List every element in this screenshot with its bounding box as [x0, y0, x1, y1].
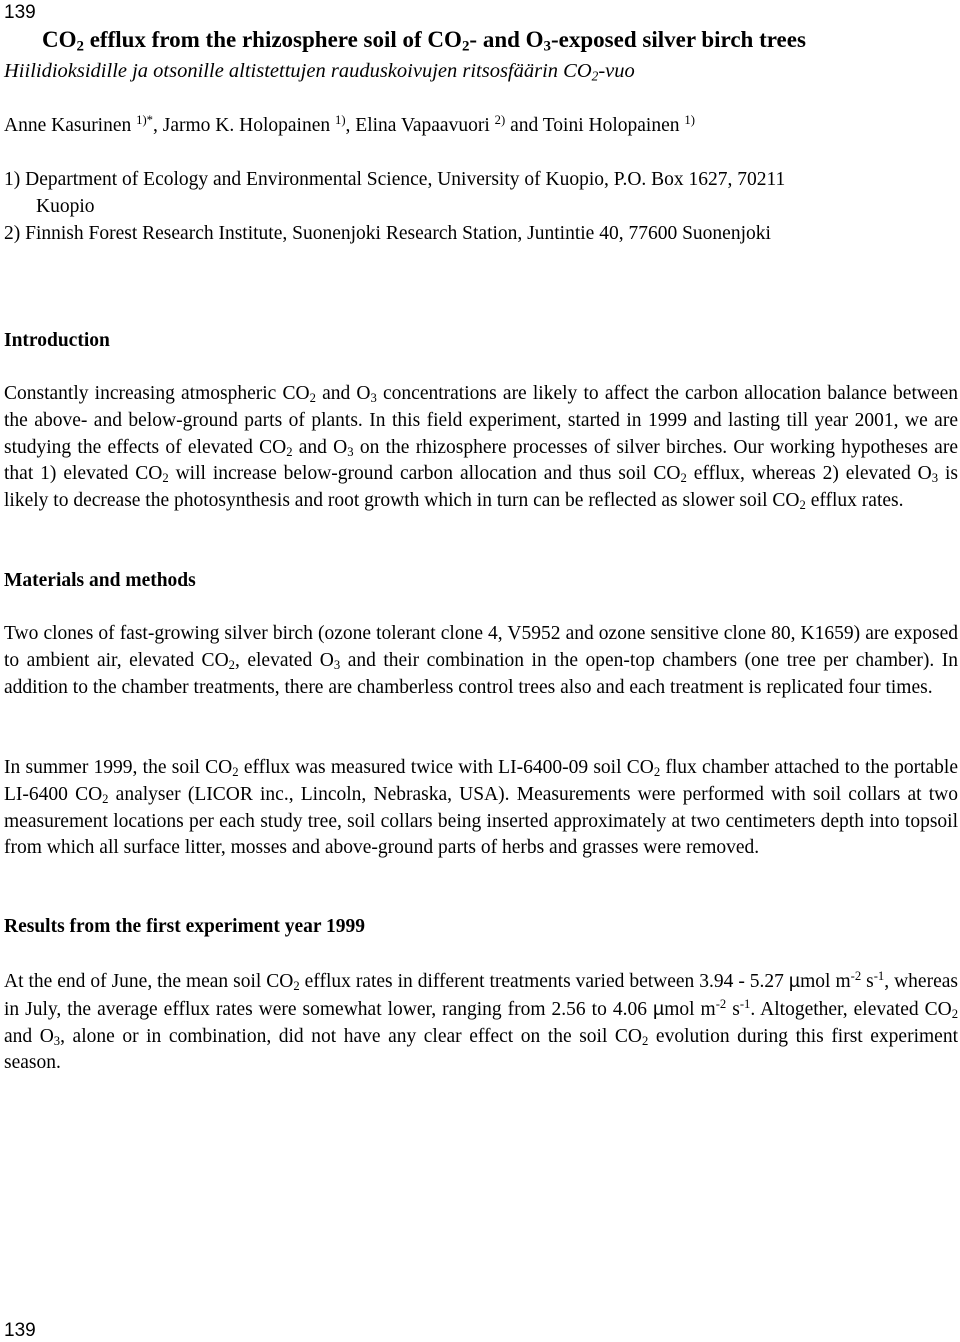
- page-number-top: 139: [4, 2, 36, 23]
- introduction-heading: Introduction: [4, 330, 110, 351]
- introduction-paragraph: Constantly increasing atmospheric $CO_2$ and $O_3$ concentrations are likely to affect the carbon allocation balance between the above- and below-ground parts of plants. In this field experiment, started in 1999 and lasting till year 2001, we are studying the effects of elevated $CO_2$ and $O_3$ on the rhizosphere processes of silver birches. Our working hypotheses are that 1) elevated $CO_2$ will increase below-ground carbon allocation and thus soil $CO_2$ efflux, whereas 2) elevated $O_3$ is likely to decrease the photosynthesis and root growth which in turn can be reflected as slower soil $CO_2$ efflux rates.: [4, 383, 959, 513]
- affiliation-1-city: Kuopio: [36, 196, 95, 217]
- paper-subtitle-finnish: Hiilidioksidille ja otsonille altistettujen rauduskoivujen ritsosfäärin $CO_2$-vuo: [4, 60, 635, 84]
- page-number-bottom: 139: [4, 1320, 36, 1341]
- results-heading: Results from the first experiment year 1999: [4, 916, 366, 937]
- methods-paragraph-2: In summer 1999, the soil $CO_2$ efflux was measured twice with LI-6400-09 soil $CO_2$ flux chamber attached to the portable LI-6400 $CO_2$ analyser (LICOR inc., Lincoln, Nebraska, USA). Measurements were performed with soil collars at two measurement locations per each study tree, soil collars being inserted approximately at two centimeters depth into topsoil from which all surface litter, mosses and above-ground parts of herbs and grasses were removed.: [4, 757, 958, 859]
- methods-paragraph-1: Two clones of fast-growing silver birch (ozone tolerant clone 4, V5952 and ozone sensitive clone 80, K1659) are exposed to ambient air, elevated $CO_2$, elevated $O_3$ and their combination in the open-top chambers (one tree per chamber). In addition to the chamber treatments, there are chamberless control trees also and each treatment is replicated four times.: [4, 623, 959, 698]
- affiliation-1: 1) Department of Ecology and Environmental Science, University of Kuopio, P.O. Box 1627, 70211: [4, 169, 786, 190]
- author-list: Anne Kasurinen $^{1)*}$, Jarmo K. Holopainen $^{1)}$, Elina Vapaavuori $^{2)}$ and Toini Holopainen $^{1)}$: [4, 113, 695, 136]
- methods-heading: Materials and methods: [4, 570, 196, 591]
- paper-title: $CO_2$ efflux from the rhizosphere soil of $CO_2-$ and $O_3$-exposed silver birch trees: [42, 27, 806, 55]
- results-paragraph: At the end of June, the mean soil $CO_2$ efflux rates in different treatments varied between 3.94 - 5.27 µmol $m^{-2}$ $s^{-1}$, whereas in July, the average efflux rates were somewhat lower, ranging from 2.56 to 4.06 µmol $m^{-2}$ $s^{-1}$. Altogether, elevated $CO_2$ and $O_3$, alone or in combination, did not have any clear effect on the soil $CO_2$ evolution during this first experiment season.: [4, 969, 959, 1074]
- affiliation-2: 2) Finnish Forest Research Institute, Suonenjoki Research Station, Juntintie 40, 77600 Suonenjoki: [4, 223, 771, 244]
